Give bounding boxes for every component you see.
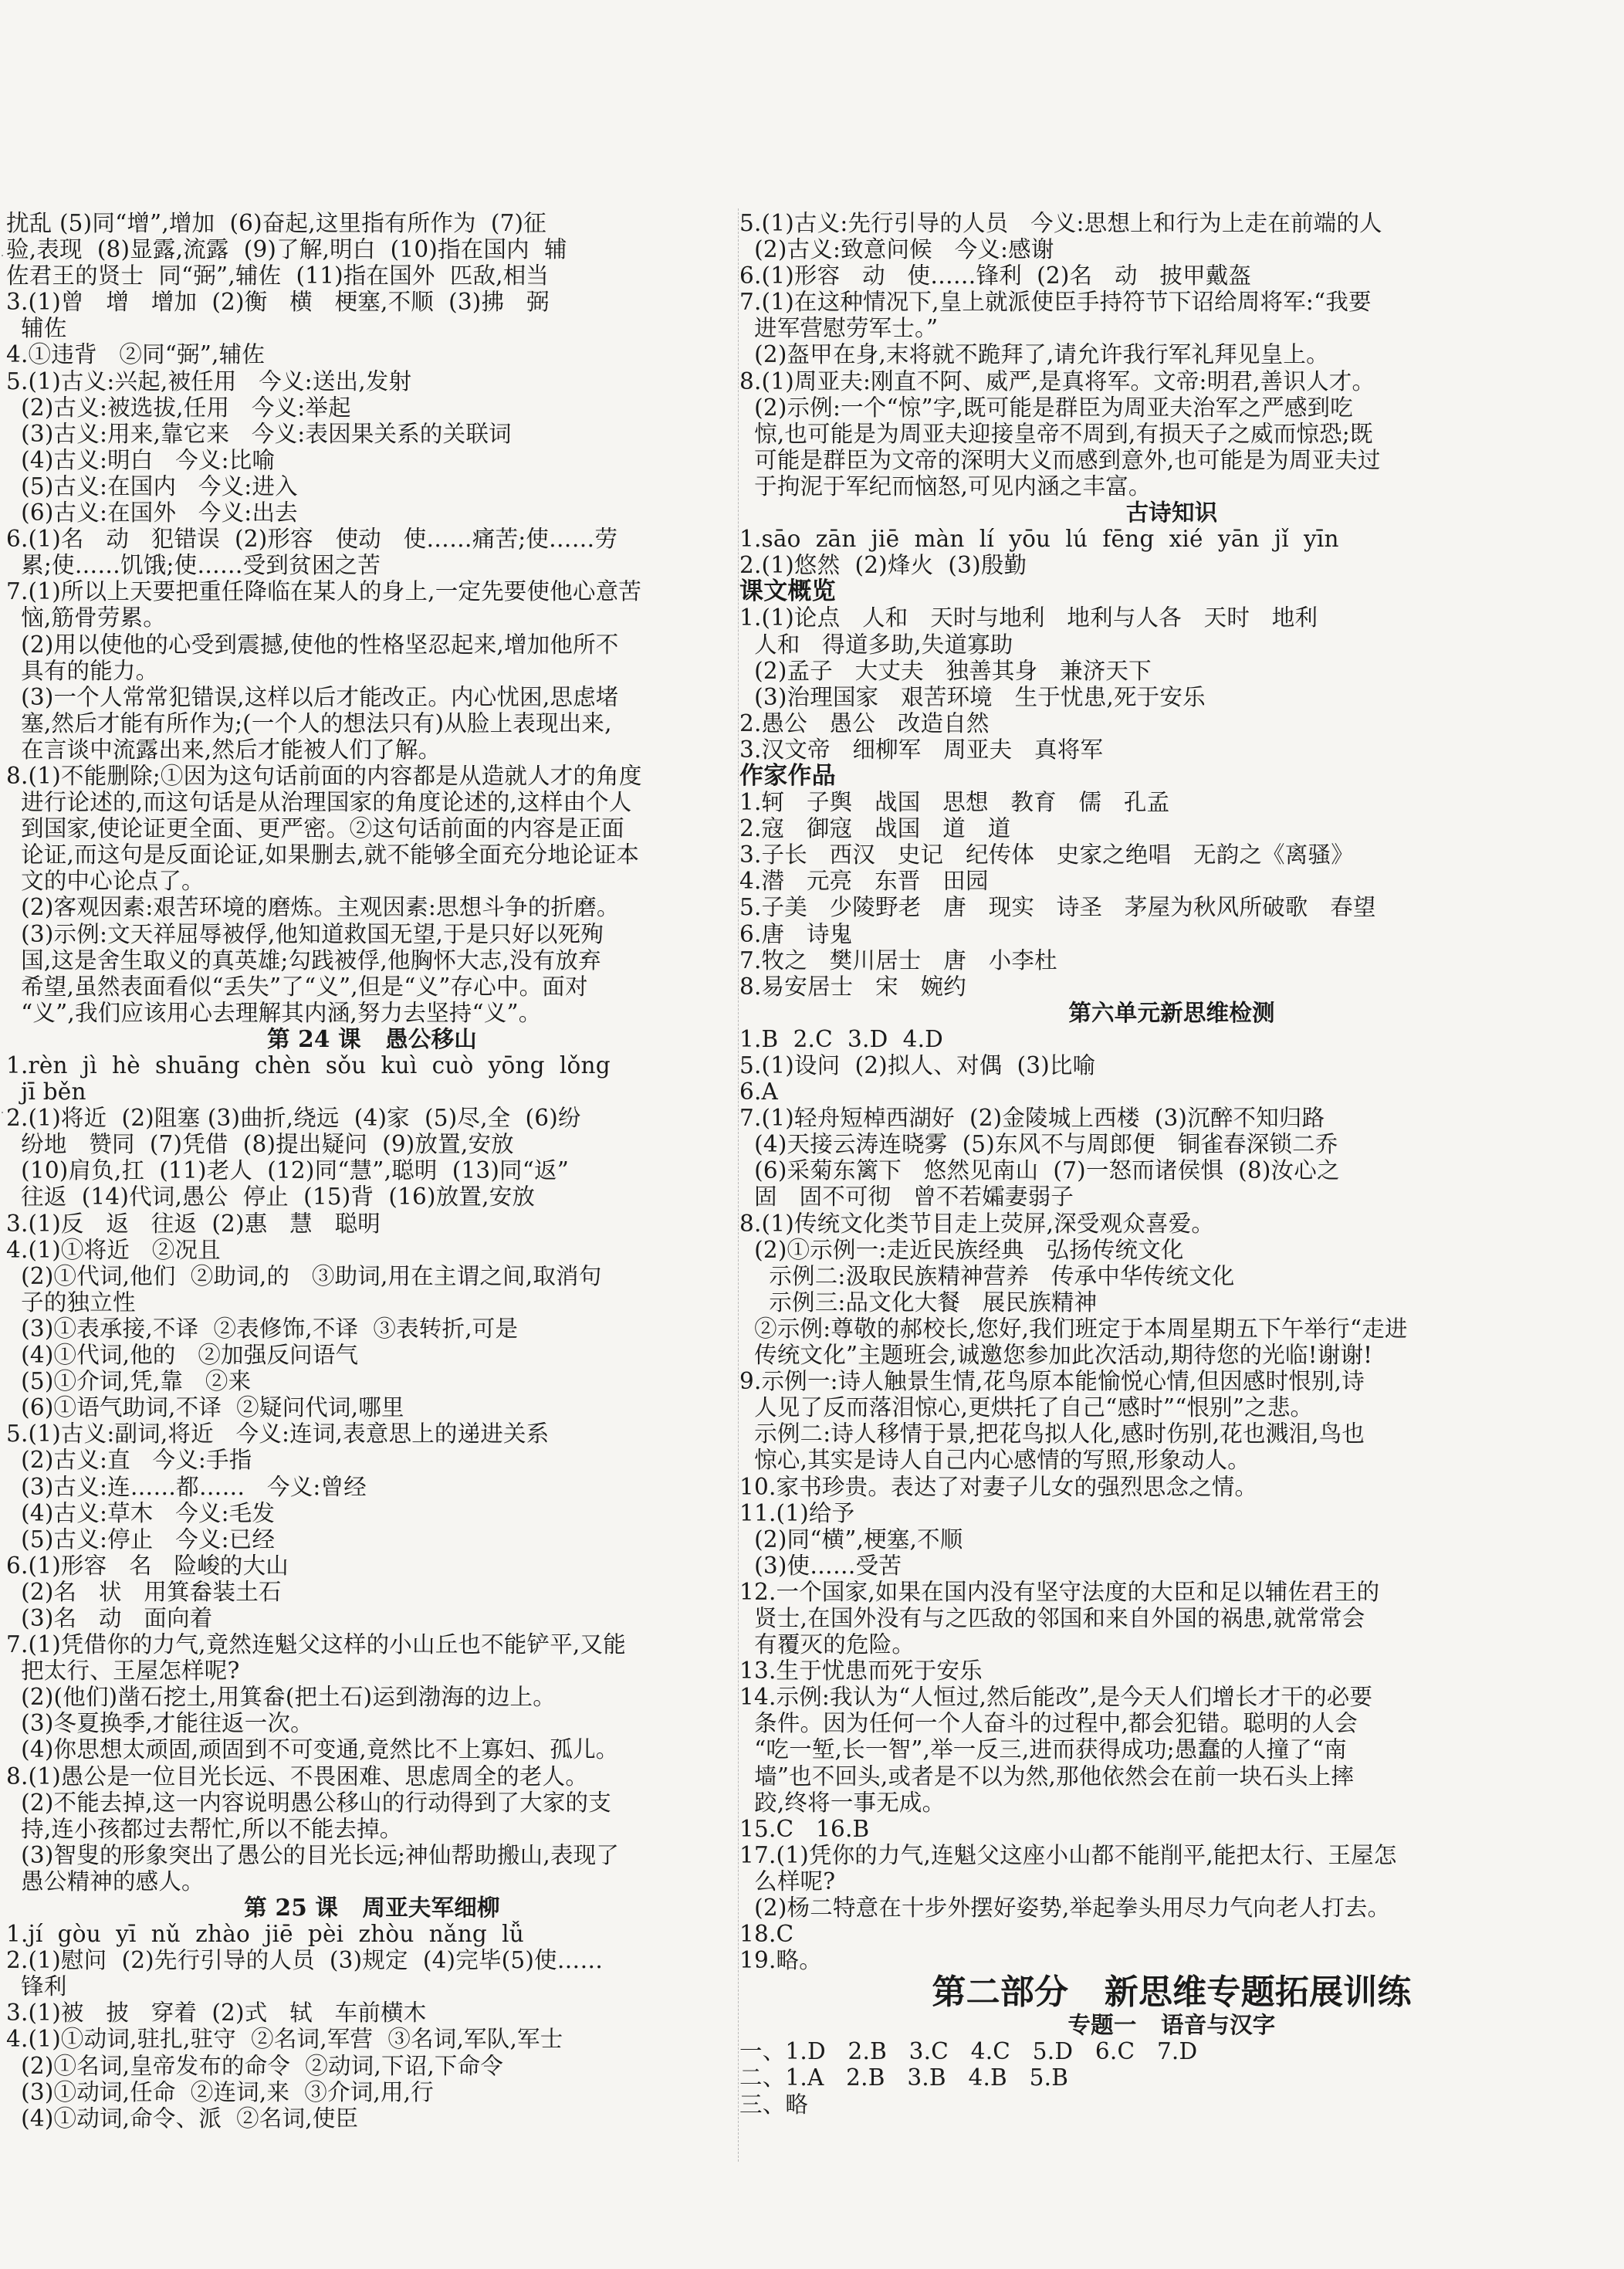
answer-line: 1.轲 子舆 战国 思想 教育 儒 孔孟 [739, 789, 1170, 816]
answer-line: 验,表现 (8)显露,流露 (9)了解,明白 (10)指在国内 辅 [6, 236, 567, 263]
answer-line: 墙”也不回头,或者是不以为然,那他依然会在前一块石头上摔 [739, 1763, 1355, 1790]
answer-line: 进行论述的,而这句话是从治理国家的角度论述的,这样由个人 [6, 789, 632, 816]
answer-line: 恼,筋骨劳累。 [6, 605, 166, 632]
subsection-heading: 课文概览 [739, 577, 836, 606]
answer-line: 文的中心论点了。 [6, 868, 205, 895]
answer-line: 8.(1)传统文化类节目走上荧屏,深受观众喜爱。 [739, 1210, 1215, 1237]
answer-line: (2)杨二特意在十步外摆好姿势,举起拳头用尽力气向老人打去。 [739, 1895, 1391, 1921]
answer-line: (2)用以使他的心受到震撼,使他的性格坚忍起来,增加他所不 [6, 631, 619, 658]
answer-line: 人和 得道多助,失道寡助 [739, 631, 1013, 658]
answer-line: (4)天接云涛连晓雾 (5)东风不与周郎便 铜雀春深锁二乔 [739, 1131, 1338, 1158]
answer-line: 8.易安居士 宋 婉约 [739, 973, 966, 1000]
answer-line: 4.①违背 ②同“弼”,辅佐 [6, 341, 266, 368]
answer-line: (2)孟子 大丈夫 独善其身 兼济天下 [739, 657, 1152, 684]
answer-line: 具有的能力。 [6, 657, 159, 684]
answer-line: 论证,而这句是反面论证,如果删去,就不能够全面充分地论证本 [6, 842, 640, 869]
answer-line: (2)客观因素:艰苦环境的磨炼。主观因素:思想斗争的折磨。 [6, 894, 620, 921]
answer-line: 固 固不可彻 曾不若孀妻弱子 [739, 1184, 1074, 1211]
answer-line: 2.(1)将近 (2)阻塞 (3)曲折,绕远 (4)家 (5)尽,全 (6)纷 [6, 1105, 581, 1132]
answer-line: 惊,也可能是为周亚夫迎接皇帝不周到,有损天子之威而惊恐;既 [739, 420, 1373, 447]
answer-line: 18.C [739, 1921, 794, 1948]
answer-line: 5.(1)设问 (2)拟人、对偶 (3)比喻 [739, 1052, 1096, 1079]
left-column [6, 210, 738, 2132]
answer-line: (2)①代词,他们 ②助词,的 ③助词,用在主谓之间,取消句 [6, 1262, 602, 1289]
answer-line: (2)示例:一个“惊”字,既可能是群臣为周亚夫治军之严感到吃 [739, 394, 1353, 421]
answer-line: 惊心,其实是诗人自己内心感情的写照,形象动人。 [739, 1447, 1251, 1474]
answer-line: (5)①介词,凭,靠 ②来 [6, 1368, 252, 1395]
answer-line: 13.生于忧患而死于安乐 [739, 1658, 983, 1685]
answer-line: (3)①动词,任命 ②连词,来 ③介词,用,行 [6, 2078, 434, 2105]
answer-line: 8.(1)愚公是一位目光长远、不畏困难、思虑周全的老人。 [6, 1763, 589, 1790]
answer-line: “义”,我们应该用心去理解其内涵,努力去坚持“义”。 [6, 999, 542, 1026]
answer-line: 1.rèn jì hè shuāng chèn sǒu kuì cuò yōng lǒng [6, 1052, 611, 1079]
answer-line: 5.(1)古义:兴起,被任用 今义:送出,发射 [6, 367, 412, 395]
answer-line: 可能是群臣为文帝的深明大义而感到意外,也可能是为周亚夫过 [739, 446, 1381, 473]
answer-line: 14.示例:我认为“人恒过,然后能改”,是今天人们增长才干的必要 [739, 1684, 1373, 1711]
answer-line: (2)不能去掉,这一内容说明愚公移山的行动得到了大家的支 [6, 1789, 611, 1816]
answer-line: 2.(1)悠然 (2)烽火 (3)殷勤 [739, 552, 1027, 579]
answer-line: (3)智叟的形象突出了愚公的目光长远;神仙帮助搬山,表现了 [6, 1841, 620, 1868]
answer-line: jī běn [6, 1079, 86, 1106]
answer-line: 6.(1)形容 名 险峻的大山 [6, 1552, 289, 1579]
answer-line: (2)名 状 用箕畚装土石 [6, 1578, 282, 1605]
answer-line: 塞,然后才能有所作为;(一个人的想法只有)从脸上表现出来, [6, 709, 612, 737]
section-heading: 第六单元新思维检测 [1068, 998, 1275, 1026]
answer-line: 三、略 [739, 2091, 809, 2118]
answer-line: 3.汉文帝 细柳军 周亚夫 真将军 [739, 736, 1104, 763]
answer-line: 2.(1)慰问 (2)先行引导的人员 (3)规定 (4)完毕(5)使…… [6, 1947, 604, 1974]
answer-line: (2)同“横”,梗塞,不顺 [739, 1526, 963, 1553]
answer-line: 8.(1)不能删除;①因为这句话前面的内容都是从造就人才的角度 [6, 762, 642, 789]
answer-line: 条件。因为任何一个人奋斗的过程中,都会犯错。聪明的人会 [739, 1710, 1358, 1737]
answer-line: 跤,终将一事无成。 [739, 1789, 946, 1816]
answer-line: (3)①表承接,不译 ②表修饰,不译 ③表转折,可是 [6, 1315, 519, 1342]
answer-line: 在言谈中流露出来,然后才能被人们了解。 [6, 736, 442, 763]
answer-line: (5)古义:在国内 今义:进入 [6, 472, 298, 500]
answer-line: 愚公精神的感人。 [6, 1868, 205, 1895]
section-heading: 第 25 课 周亚夫军细柳 [244, 1894, 500, 1921]
answer-line: (3)冬夏换季,才能往返一次。 [6, 1710, 313, 1737]
answer-line: (3)名 动 面向着 [6, 1604, 213, 1631]
answer-line: 2.愚公 愚公 改造自然 [739, 709, 990, 737]
answer-line: 3.(1)反 返 往返 (2)惠 慧 聪明 [6, 1210, 381, 1237]
answer-line: 希望,虽然表面看似“丢失”了“义”,但是“义”存心中。面对 [6, 973, 588, 1000]
answer-line: 9.示例一:诗人触景生情,花鸟原本能愉悦心情,但因感时恨别,诗 [739, 1368, 1365, 1395]
answer-line: 锋利 [6, 1973, 67, 2000]
answer-line: 4.(1)①动词,驻扎,驻守 ②名词,军营 ③名词,军队,军士 [6, 2026, 563, 2053]
answer-line: 贤士,在国外没有与之匹敌的邻国和来自外国的祸患,就常常会 [739, 1604, 1365, 1631]
answer-line: 1.sāo zān jiē màn lí yōu lú fēng xié yān jǐ yīn [739, 526, 1339, 553]
answer-line: 进军营慰劳军士。” [739, 315, 939, 342]
answer-line: 6.唐 诗鬼 [739, 920, 853, 947]
answer-line: 4.潜 元亮 东晋 田园 [739, 868, 989, 895]
answer-line: 7.(1)轻舟短棹西湖好 (2)金陵城上西楼 (3)沉醉不知归路 [739, 1105, 1325, 1132]
answer-line: (10)肩负,扛 (11)老人 (12)同“慧”,聪明 (13)同“返” [6, 1157, 570, 1184]
answer-line: 到国家,使论证更全面、更严密。②这句话前面的内容是正面 [6, 815, 624, 842]
answer-line: 传统文化”主题班会,诚邀您参加此次活动,期待您的光临!谢谢! [739, 1342, 1373, 1369]
answer-line: 7.(1)所以上天要把重任降临在某人的身上,一定先要使他心意苦 [6, 578, 642, 605]
answer-line: 持,连小孩都过去帮忙,所以不能去掉。 [6, 1815, 403, 1842]
answer-line: 5.子美 少陵野老 唐 现实 诗圣 茅屋为秋风所破歌 春望 [739, 894, 1376, 921]
answer-line: 19.略。 [739, 1947, 822, 1974]
answer-line: (4)古义:草木 今义:毛发 [6, 1499, 276, 1526]
answer-line: 11.(1)给予 [739, 1499, 855, 1526]
answer-line: 子的独立性 [6, 1289, 136, 1316]
answer-line: (2)①名词,皇帝发布的命令 ②动词,下诏,下命令 [6, 2052, 504, 2079]
answer-line: 4.(1)①将近 ②况且 [6, 1236, 221, 1263]
section-heading: 第 24 课 愚公移山 [266, 1024, 477, 1052]
answer-line: 5.(1)古义:先行引导的人员 今义:思想上和行为上走在前端的人 [739, 210, 1382, 236]
subsection-heading: 作家作品 [739, 761, 836, 790]
answer-line: 7.(1)凭借你的力气,竟然连魁父这样的小山丘也不能铲平,又能 [6, 1631, 626, 1658]
answer-line: 6.(1)名 动 犯错误 (2)形容 使动 使……痛苦;使……劳 [6, 526, 618, 553]
answer-line: 二、1.A 2.B 3.B 4.B 5.B [739, 2064, 1069, 2091]
answer-line: 么样呢? [739, 1868, 836, 1895]
answer-line: 扰乱 (5)同“增”,增加 (6)奋起,这里指有所作为 (7)征 [6, 210, 546, 236]
answer-line: 7.牧之 樊川居士 唐 小李杜 [739, 947, 1057, 974]
margin-mark [2, 255, 3, 256]
answer-line: 示例三:品文化大餐 展民族精神 [739, 1289, 1098, 1316]
answer-line: (4)①动词,命令、派 ②名词,使臣 [6, 2105, 359, 2132]
answer-line: (6)采菊东篱下 悠然见南山 (7)一怒而诸侯惧 (8)汝心之 [739, 1157, 1340, 1184]
answer-line: 示例二:汲取民族精神营养 传承中华传统文化 [739, 1262, 1235, 1289]
answer-line: 8.(1)周亚夫:刚直不阿、威严,是真将军。文帝:明君,善识人才。 [739, 367, 1375, 395]
answer-line: 3.(1)曾 增 增加 (2)衡 横 梗塞,不顺 (3)拂 弼 [6, 289, 550, 316]
answer-line: (3)使……受苦 [739, 1552, 902, 1579]
answer-line: 示例二:诗人移情于景,把花鸟拟人化,感时伤别,花也溅泪,鸟也 [739, 1421, 1365, 1448]
answer-line: 6.(1)形容 动 使……锋利 (2)名 动 披甲戴盔 [739, 262, 1252, 290]
answer-line: (4)古义:明白 今义:比喻 [6, 446, 276, 473]
margin-mark [2, 1112, 3, 1113]
answer-line: 一、1.D 2.B 3.C 4.C 5.D 6.C 7.D [739, 2038, 1198, 2065]
answer-line: 15.C 16.B [739, 1815, 870, 1842]
answer-line: 国,这是舍生取义的真英雄;勾践被俘,他胸怀大志,没有放弃 [6, 947, 601, 974]
answer-line: 3.(1)被 披 穿着 (2)式 轼 车前横木 [6, 2000, 427, 2027]
answer-line: (5)古义:停止 今义:已经 [6, 1526, 276, 1553]
answer-line: 1.(1)论点 人和 天时与地利 地利与人各 天时 地利 [739, 605, 1318, 632]
answer-line: 3.子长 西汉 史记 纪传体 史家之绝唱 无韵之《离骚》 [739, 842, 1354, 869]
answer-line: 7.(1)在这种情况下,皇上就派使臣手持符节下诏给周将军:“我要 [739, 289, 1372, 316]
answer-line: (3)治理国家 艰苦环境 生于忧患,死于安乐 [739, 683, 1206, 710]
answer-line: ②示例:尊敬的郝校长,您好,我们班定于本周星期五下午举行“走进 [739, 1315, 1408, 1342]
answer-line: 辅佐 [6, 315, 67, 342]
answer-line: 1.B 2.C 3.D 4.D [739, 1025, 944, 1052]
answer-line: 往返 (14)代词,愚公 停止 (15)背 (16)放置,安放 [6, 1184, 536, 1211]
answer-line: (4)①代词,他的 ②加强反问语气 [6, 1342, 359, 1369]
answer-line: “吃一堑,长一智”,举一反三,进而获得成功;愚蠢的人撞了“南 [739, 1736, 1347, 1763]
answer-line: 人见了反而落泪惊心,更烘托了自己“感时”“恨别”之悲。 [739, 1394, 1314, 1421]
answer-line: (3)示例:文天祥屈辱被俘,他知道救国无望,于是只好以死殉 [6, 920, 604, 947]
answer-line: (6)①语气助词,不译 ②疑问代词,哪里 [6, 1394, 404, 1421]
answer-line: (2)①示例一:走近民族经典 弘扬传统文化 [739, 1236, 1184, 1263]
answer-line: 有覆灭的危险。 [739, 1631, 915, 1658]
answer-line: (3)古义:用来,靠它来 今义:表因果关系的关联词 [6, 420, 512, 447]
answer-line: (2)古义:被选拔,任用 今义:举起 [6, 394, 351, 421]
answer-line: 佐君王的贤士 同“弼”,辅佐 (11)指在国外 匹敌,相当 [6, 262, 550, 290]
answer-line: 10.家书珍贵。表达了对妻子儿女的强烈思念之情。 [739, 1473, 1258, 1500]
answer-line: (4)你思想太顽固,顽固到不可变通,竟然比不上寡妇、孤儿。 [6, 1736, 619, 1763]
answer-line: 12.一个国家,如果在国内没有坚守法度的大臣和足以辅佐君王的 [739, 1578, 1380, 1605]
part-title: 第二部分 新思维专题拓展训练 [932, 1973, 1412, 2013]
answer-line: 17.(1)凭你的力气,连魁父这座小山都不能削平,能把太行、王屋怎 [739, 1841, 1397, 1868]
answer-line: (3)古义:连……都…… 今义:曾经 [6, 1473, 367, 1500]
answer-line: 6.A [739, 1079, 779, 1106]
answer-line: 1.jí gòu yī nǔ zhào jiē pèi zhòu nǎng lǚ [6, 1921, 524, 1948]
answer-line: (3)一个人常常犯错误,这样以后才能改正。内心忧困,思虑堵 [6, 683, 619, 710]
right-column [739, 210, 1604, 2118]
answer-line: 把太行、王屋怎样呢? [6, 1658, 240, 1685]
answer-line: (2)(他们)凿石挖土,用箕畚(把土石)运到渤海的边上。 [6, 1684, 556, 1711]
answer-line: 于拘泥于军纪而恼怒,可见内涵之丰富。 [739, 472, 1152, 500]
answer-line: 2.寇 御寇 战国 道 道 [739, 815, 1011, 842]
answer-line: 5.(1)古义:副词,将近 今义:连词,表意思上的递进关系 [6, 1421, 550, 1448]
answer-line: (6)古义:在国外 今义:出去 [6, 500, 298, 527]
answer-line: (2)古义:致意问候 今义:感谢 [739, 236, 1054, 263]
section-heading: 专题一 语音与汉字 [1067, 2011, 1276, 2039]
answer-line: (2)盔甲在身,末将就不跪拜了,请允许我行军礼拜见皇上。 [739, 341, 1329, 368]
answer-line: (2)古义:直 今义:手指 [6, 1447, 252, 1474]
section-heading: 古诗知识 [1125, 499, 1218, 527]
answer-line: 纷地 赞同 (7)凭借 (8)提出疑问 (9)放置,安放 [6, 1131, 514, 1158]
answer-line: 累;使……饥饿;使……受到贫困之苦 [6, 552, 381, 579]
